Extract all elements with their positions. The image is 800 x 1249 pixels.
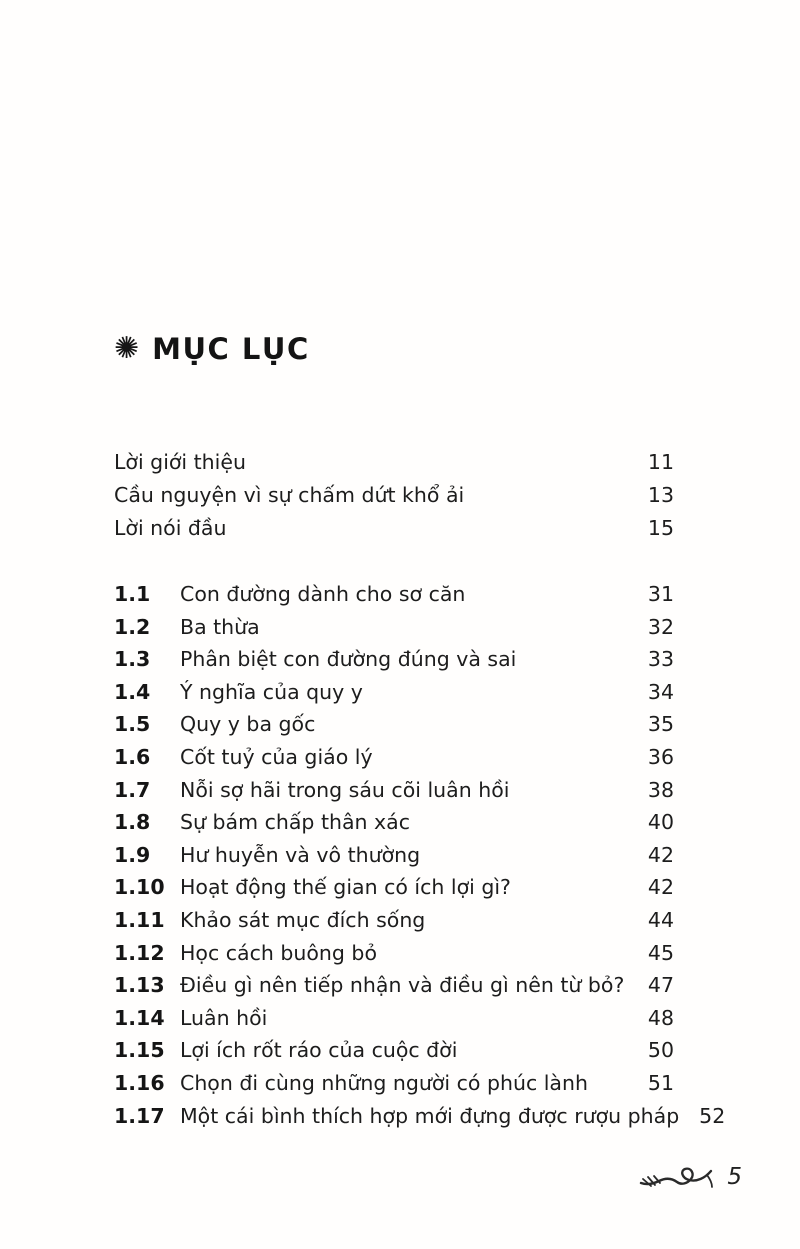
- toc-entry-number: 1.8: [114, 810, 151, 835]
- toc-entry-page: 36: [647, 744, 674, 769]
- toc-row: [114, 512, 674, 545]
- flourish-icon: [637, 1155, 717, 1193]
- toc-entry-title: Chọn đi cùng những người có phúc lành: [180, 1070, 588, 1095]
- toc-row: [114, 969, 674, 1002]
- toc-row: [114, 774, 674, 807]
- toc-entry-page: 15: [647, 516, 674, 540]
- front-matter-list: [114, 446, 674, 545]
- toc-row: [114, 1034, 674, 1067]
- toc-lists: [114, 446, 726, 1132]
- toc-row: [114, 578, 674, 611]
- toc-entry-number: 1.14: [114, 1005, 165, 1030]
- toc-entry-title: Một cái bình thích hợp mới đựng được rượu pháp: [180, 1103, 680, 1128]
- toc-entry-page: 40: [647, 810, 674, 835]
- toc-entry-number: 1.1: [114, 582, 151, 606]
- toc-entry-title: Hoạt động thế gian có ích lợi gì?: [180, 875, 511, 900]
- toc-row: [114, 741, 674, 774]
- toc-entry-page: 45: [647, 940, 674, 965]
- toc-entry-number: 1.3: [114, 647, 151, 672]
- toc-entry-title: Lợi ích rốt ráo của cuộc đời: [180, 1038, 458, 1063]
- toc-entry-title: Ý nghĩa của quy y: [180, 679, 363, 704]
- toc-entry-number: 1.9: [114, 842, 151, 867]
- toc-row: [114, 937, 674, 970]
- toc-entry-title: Hư huyễn và vô thường: [180, 842, 421, 867]
- toc-row: [114, 806, 674, 839]
- toc-entry-page: 13: [647, 483, 674, 507]
- folio-page-number: 5: [727, 1164, 742, 1190]
- toc-entry-title: Điều gì nên tiếp nhận và điều gì nên từ bỏ?: [180, 973, 625, 998]
- toc-entry-page: 32: [647, 614, 674, 639]
- toc-entry-title: Nỗi sợ hãi trong sáu cõi luân hồi: [180, 777, 510, 802]
- toc-row: [114, 1002, 674, 1035]
- toc-entry-title: Cốt tuỷ của giáo lý: [180, 744, 373, 769]
- toc-entry-page: 48: [647, 1005, 674, 1030]
- page-title: MỤC LỤC: [152, 332, 310, 366]
- toc-entry-title: Ba thừa: [180, 614, 260, 639]
- toc-row: [114, 1067, 674, 1100]
- toc-entry-page: 35: [647, 712, 674, 737]
- toc-row: [114, 643, 674, 676]
- toc-row: [114, 1100, 726, 1133]
- toc-entry-number: 1.17: [114, 1103, 165, 1128]
- toc-entry-number: 1.15: [114, 1038, 165, 1063]
- toc-entry-number: 1.7: [114, 777, 151, 802]
- toc-entry-title: Con đường dành cho sơ căn: [180, 582, 466, 606]
- toc-entry-number: 1.16: [114, 1070, 165, 1095]
- toc-row: [114, 446, 674, 479]
- toc-entry-number: 1.2: [114, 614, 151, 639]
- toc-entry-number: 1.4: [114, 679, 151, 704]
- toc-entry-title: Luân hồi: [180, 1005, 268, 1030]
- toc-row: [114, 611, 674, 644]
- toc-entry-page: 33: [647, 647, 674, 672]
- toc-entry-title: Khảo sát mục đích sống: [180, 907, 426, 932]
- toc-entry-title: Phân biệt con đường đúng và sai: [180, 647, 517, 672]
- toc-entry-title: Quy y ba gốc: [180, 712, 316, 737]
- toc-entry-number: 1.13: [114, 973, 165, 998]
- toc-entry-page: 51: [647, 1070, 674, 1095]
- toc-entry-page: 31: [647, 582, 674, 606]
- chapter-list: [114, 578, 726, 1132]
- toc-entry-page: 34: [647, 679, 674, 704]
- toc-entry-number: 1.6: [114, 744, 151, 769]
- toc-entry-number: 1.10: [114, 875, 165, 900]
- toc-row: [114, 904, 674, 937]
- toc-entry-page: 11: [647, 450, 674, 474]
- toc-entry-page: 44: [647, 907, 674, 932]
- toc-entry-number: 1.5: [114, 712, 151, 737]
- toc-row: [114, 676, 674, 709]
- toc-row: [114, 839, 674, 872]
- toc-row: [114, 708, 674, 741]
- toc-entry-title: Sự bám chấp thân xác: [180, 810, 411, 835]
- toc-row: [114, 871, 674, 904]
- mandala-ornament-icon: ✺: [114, 331, 140, 366]
- toc-entry-number: 1.11: [114, 907, 165, 932]
- toc-entry-title: Học cách buông bỏ: [180, 940, 377, 965]
- toc-entry-title: Lời nói đầu: [114, 516, 227, 540]
- toc-entry-page: 50: [647, 1038, 674, 1063]
- toc-entry-number: 1.12: [114, 940, 165, 965]
- toc-row: [114, 479, 674, 512]
- toc-entry-page: 38: [647, 777, 674, 802]
- toc-entry-title: Lời giới thiệu: [114, 450, 246, 474]
- toc-entry-page: 42: [647, 842, 674, 867]
- toc-entry-page: 52: [699, 1103, 726, 1128]
- toc-entry-title: Cầu nguyện vì sự chấm dứt khổ ải: [114, 483, 465, 507]
- toc-header: [114, 332, 310, 366]
- toc-entry-page: 42: [647, 875, 674, 900]
- toc-entry-page: 47: [647, 973, 674, 998]
- page-footer: [637, 1155, 742, 1193]
